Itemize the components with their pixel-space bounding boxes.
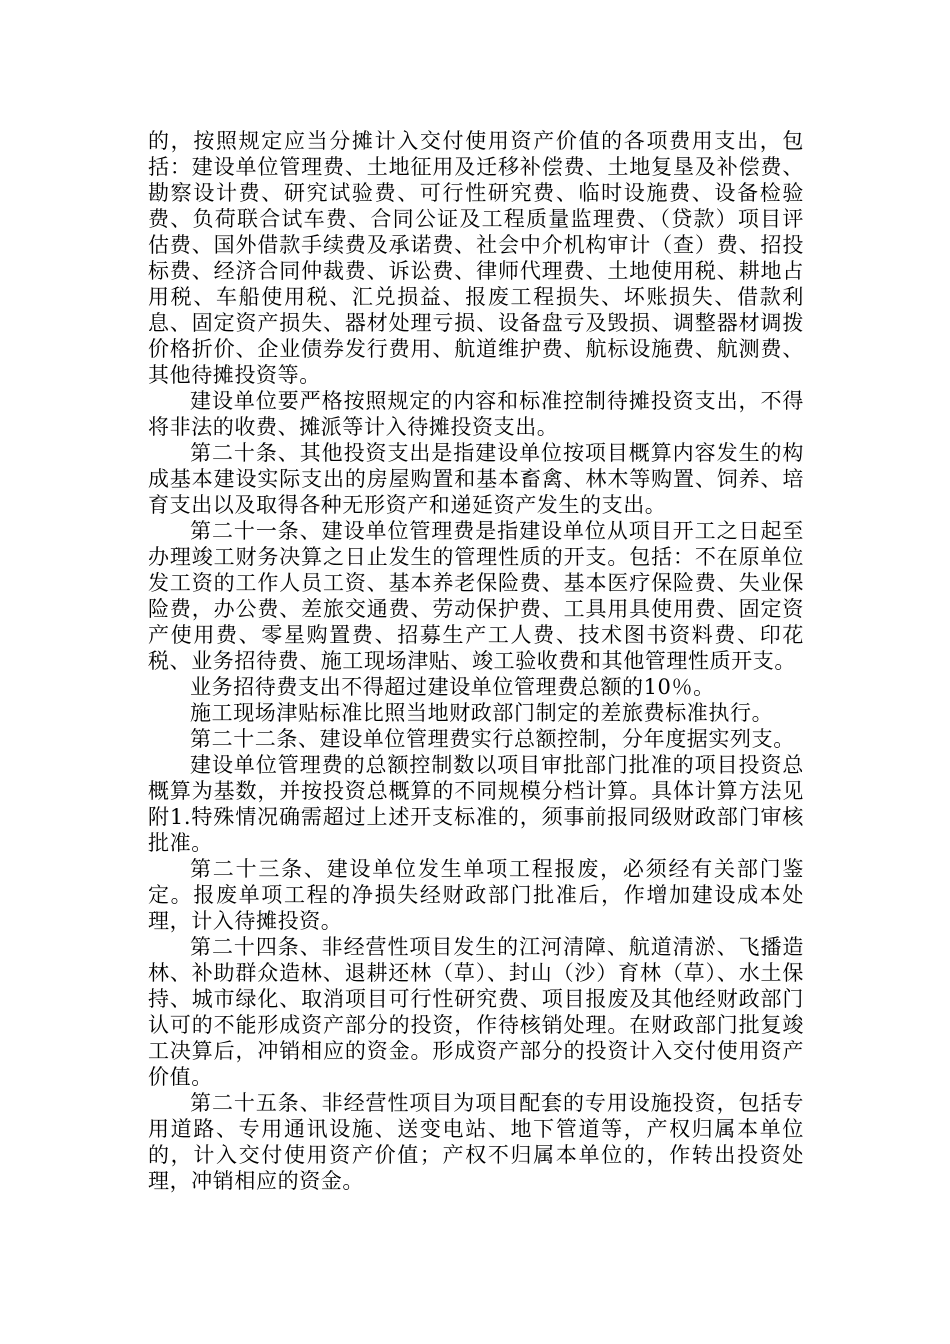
document-page [148, 128, 804, 1194]
paragraph-1: 的，按照规定应当分摊计入交付使用资产价值的各项费用支出，包括：建设单位管理费、土地征用及迁移补偿费、土地复垦及补偿费、勘察设计费、研究试验费、可行性研究费、临时设施费、设备检验费、负荷联合试车费、合同公证及工程质量监理费、（贷款）项目评估费、国外借款手续费及承诺费、社会中介机构审计（查）费、招投标费、经济合同仲裁费、诉讼费、律师代理费、土地使用税、耕地占用税、车船使用税、汇兑损益、报废工程损失、坏账损失、借款利息、固定资产损失、器材处理亏损、设备盘亏及毁损、调整器材调拨价格折价、企业债券发行费用、航道维护费、航标设施费、航测费、其他待摊投资等。 [148, 129, 804, 387]
paragraph-2: 建设单位要严格按照规定的内容和标准控制待摊投资支出，不得将非法的收费、摊派等计入待摊投资支出。 [148, 389, 804, 439]
paragraph-article-22: 第二十二条、建设单位管理费实行总额控制，分年度据实列支。 [190, 727, 795, 751]
paragraph-article-23: 第二十三条、建设单位发生单项工程报废，必须经有关部门鉴定。报废单项工程的净损失经财政部门批准后，作增加建设成本处理，计入待摊投资。 [148, 857, 804, 933]
paragraph-article-21: 第二十一条、建设单位管理费是指建设单位从项目开工之日起至办理竣工财务决算之日止发生的管理性质的开支。包括：不在原单位发工资的工作人员工资、基本养老保险费、基本医疗保险费、失业保险费，办公费、差旅交通费、劳动保护费、工具用具使用费、固定资产使用费、零星购置费、招募生产工人费、技术图书资料费、印花税、业务招待费、施工现场津贴、竣工验收费和其他管理性质开支。 [148, 519, 804, 673]
paragraph-site-allowance: 施工现场津贴标准比照当地财政部门制定的差旅费标准执行。 [190, 701, 774, 725]
paragraph-article-25: 第二十五条、非经营性项目为项目配套的专用设施投资，包括专用道路、专用通讯设施、送变电站、地下管道等，产权归属本单位的，计入交付使用资产价值；产权不归属本单位的，作转出投资处理，冲销相应的资金。 [148, 1091, 804, 1193]
paragraph-management-fee-control: 建设单位管理费的总额控制数以项目审批部门批准的项目投资总概算为基数，并按投资总概算的不同规模分档计算。具体计算方法见附1.特殊情况确需超过上述开支标准的，须事前报同级财政部门审核批准。 [148, 753, 804, 855]
paragraph-article-24: 第二十四条、非经营性项目发生的江河清障、航道清淤、飞播造林、补助群众造林、退耕还林（草）、封山（沙）育林（草）、水土保持、城市绿化、取消项目可行性研究费、项目报废及其他经财政部门认可的不能形成资产部分的投资，作待核销处理。在财政部门批复竣工决算后，冲销相应的资金。形成资产部分的投资计入交付使用资产价值。 [148, 935, 804, 1089]
paragraph-article-20: 第二十条、其他投资支出是指建设单位按项目概算内容发生的构成基本建设实际支出的房屋购置和基本畜禽、林木等购置、饲养、培育支出以及取得各种无形资产和递延资产发生的支出。 [148, 441, 804, 517]
paragraph-entertainment-limit: 业务招待费支出不得超过建设单位管理费总额的10％。 [190, 675, 715, 699]
